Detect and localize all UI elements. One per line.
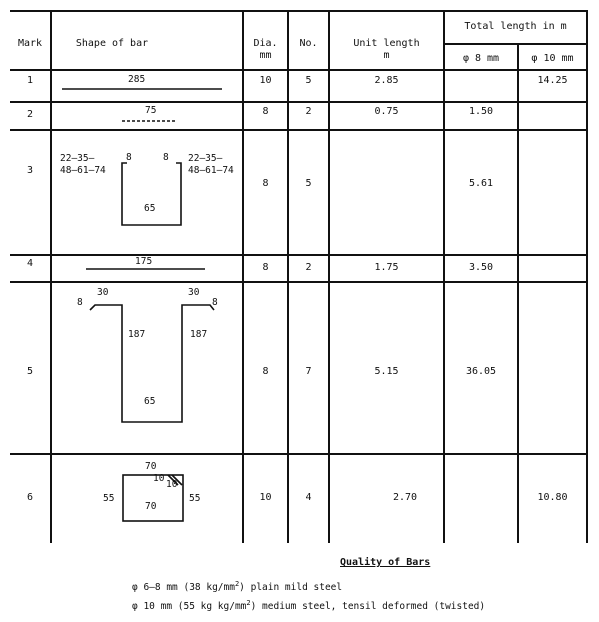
note-line-2	[132, 599, 485, 612]
row6-label-bottom: 70	[145, 501, 157, 512]
row3-phi8: 5.61	[468, 178, 494, 189]
row5-label-right-leg: 187	[190, 329, 208, 340]
row5-label-top-left: 30	[97, 287, 109, 298]
row6-no: 4	[305, 492, 312, 503]
header-no: No.	[299, 38, 318, 49]
notes-title: Quality of Bars	[340, 557, 431, 568]
note-line-1-a: φ 6–8 mm (38 kg/mm	[132, 582, 235, 594]
row6-label-hook-a: 10	[153, 473, 165, 484]
row5-label-left-leg: 187	[128, 329, 146, 340]
header-shape: Shape of bar	[75, 38, 149, 49]
row6-dia: 10	[259, 492, 272, 503]
header-unit-length-1: Unit length	[353, 38, 420, 49]
note-line-2-b: ) medium steel, tensil deformed (twisted)	[250, 601, 486, 613]
note-line-2-sup: 2	[246, 599, 251, 607]
header-dia-2: mm	[259, 50, 272, 61]
row2-dia: 8	[262, 106, 269, 117]
row1-no: 5	[305, 75, 312, 86]
row3-label-right-top: 22–35–	[188, 153, 223, 164]
row3-stirrup-bar	[122, 163, 181, 225]
header-mark: Mark	[17, 38, 43, 49]
row6-stirrup-hook	[168, 475, 182, 485]
row4-no: 2	[305, 262, 312, 273]
row5-unit-length: 5.15	[374, 366, 399, 377]
row3-mark: 3	[26, 165, 34, 176]
row2-mark: 2	[26, 109, 34, 120]
row2-unit-length: 0.75	[374, 106, 399, 117]
row6-label-right: 55	[189, 493, 201, 504]
row6-phi10: 10.80	[537, 492, 568, 503]
row2-no: 2	[305, 106, 312, 117]
row3-dia: 8	[262, 178, 269, 189]
row5-label-bottom: 65	[144, 396, 156, 407]
header-phi10: φ 10 mm	[531, 53, 574, 64]
row4-phi8: 3.50	[468, 262, 494, 273]
row3-label-left-top: 22–35–	[60, 153, 95, 164]
row2-shape-length-label: 75	[145, 105, 157, 116]
row1-unit-length: 2.85	[374, 75, 399, 86]
row5-mark: 5	[26, 366, 34, 377]
row6-label-hook-b: 10	[166, 479, 178, 490]
row5-label-top-right: 30	[188, 287, 200, 298]
row5-dia: 8	[262, 366, 269, 377]
row3-label-left-bottom: 48–61–74	[60, 165, 106, 176]
row3-label-hook-right: 8	[163, 152, 169, 163]
row2-phi8: 1.50	[468, 106, 494, 117]
header-phi8: φ 8 mm	[462, 53, 500, 64]
row3-label-bottom: 65	[144, 203, 156, 214]
note-line-1-sup: 2	[234, 580, 240, 588]
row5-u-bar	[90, 305, 214, 422]
row5-label-hook-right: 8	[212, 297, 218, 308]
note-line-1-b: ) plain mild steel	[239, 582, 343, 594]
row6-label-top: 70	[145, 461, 157, 472]
row3-no: 5	[305, 178, 312, 189]
row4-unit-length: 1.75	[374, 262, 399, 273]
row4-mark: 4	[26, 258, 34, 269]
row1-shape-length-label: 285	[128, 74, 146, 85]
row4-dia: 8	[262, 262, 269, 273]
row6-label-left: 55	[103, 493, 115, 504]
note-line-1	[132, 580, 342, 593]
header-unit-length-2: m	[383, 50, 390, 61]
row5-no: 7	[305, 366, 312, 377]
row5-label-hook-left: 8	[77, 297, 83, 308]
row6-mark: 6	[26, 492, 34, 503]
row4-shape-length-label: 175	[135, 256, 153, 267]
row1-phi10: 14.25	[537, 75, 568, 86]
row3-label-hook-left: 8	[126, 152, 132, 163]
note-line-2-a: φ 10 mm (55 kg kg/mm	[132, 601, 247, 613]
row1-dia: 10	[259, 75, 272, 86]
header-dia-1: Dia.	[253, 38, 278, 49]
row3-label-right-bottom: 48–61–74	[188, 165, 234, 176]
row1-mark: 1	[26, 75, 34, 86]
row5-phi8: 36.05	[465, 366, 497, 377]
header-total-length: Total length in m	[464, 21, 567, 32]
row6-unit-length: 2.70	[392, 492, 418, 503]
